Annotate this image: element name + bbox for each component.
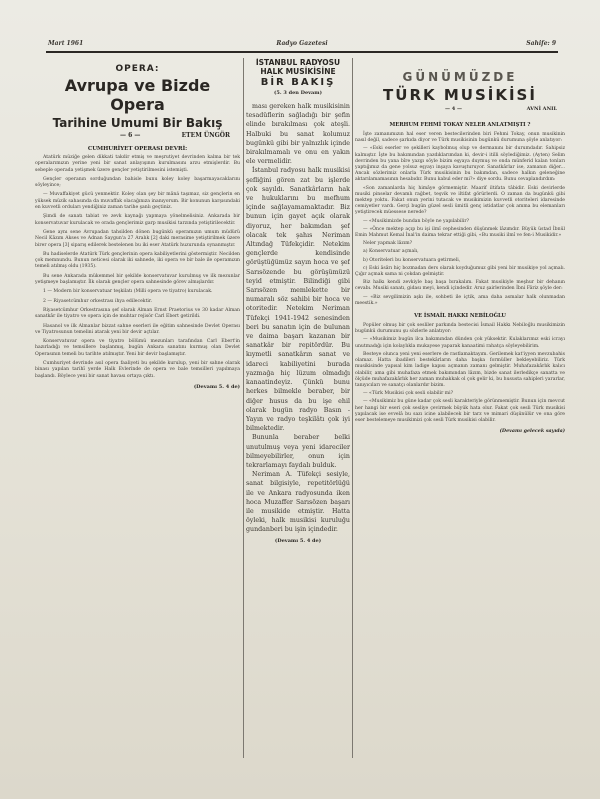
paragraph: ması gereken halk musikisinin tesadüflerin sağladığı bir şefin elinde bırakılması çok ateşli. Halbuki bu sanat kolumuz bugünkü gibi bir yalnızlık içinde birakılmamalı ve onu en yakın ele vermelidir. — [246, 103, 350, 166]
header-publication: Radyo Gazetesi — [276, 40, 328, 47]
paragraph: Neriman A. Tüfekçi sesiyle, sanat bilgisiyle, repetitörlüğü ile ve Ankara radyosunda iken hoca Muzaffer Sarısözen başarı ile musikide etmiştir. Hatta öyleki, halk musikisi kuruluğu gundanberi bu işin içindedir. — [246, 471, 350, 534]
paragraph: Cumhuriyet devrinde asıl opera faaliyeti bu şekilde kurulup, yeni bir sahne olarak binası yapılan tarihî yerde Halk Evlerinde de opera ve bale temsilleri yapılmaya başlandı. Böylece yeni bir sanat havası ortaya çıktı. — [35, 361, 240, 379]
header-date: Mart 1961 — [48, 40, 84, 47]
paragraph: Biz halkı kendi zevkiyle baş başa bırakalım. Fakat musikiyle meşhur bir dehanın cevabı. Musiki sanatı, gidası meyi, kendi içindedir. Aruz şairlerinden İbni Fâriz şöyle der: — [355, 280, 565, 292]
paragraph: Hasanol ve ilk Almanlar bizzat sahne eserleri ile eğitim sahnesinde Devlet Operası ve Tiyatrosunun temelini atarak yeni bir devir açtılar. — [35, 323, 240, 335]
paragraph: — «Eski eserler ve şekilleri kaybolmuş olup ve dermanını bir durumdadır. Sahipsiz kalmıştır. İşte bu bakımından yazdıklarımdan ki, devir-i itilli söylediğimiz. (Ayten) Selim devrinden bu yana bîre yazgı söyle bizim eşyaya duymuş ve onda münferid kalan tonları yaptığımız da gene yolsuz eşyayı inşaya kavuşturuyor. Sanatkârlar ise, zamanın diğer... Ancak sözlerimiz onlarla Türk musikisinin bu bakımdan, sadece halkın geleneğine aktarılamamasının hesabıdır. Bunu kabul eder mi?» diye sordu. Bunu cevaplandırdım: — [355, 146, 565, 183]
radio-continued-from: (5. 3 den Devam) — [274, 90, 322, 96]
paragraph: b) Otoriteleri bu konservatuara getirmeli, — [363, 257, 461, 263]
paragraph: — «Biz sevgilimizin aşkı ile, sohbeti ile içtik, ama daha asmalar halk olunmadan meestik.» — [355, 294, 565, 306]
paragraph: Konservatuvar opera ve tiyatro bölümü mezunları tarafından Carl Ebert'in hazırladığı ve temsillere başlanmış, bugün Ankara sanatını kurmuş olan Devlet Operasının temeli bu tarihte atılmıştır. Yeni bir devir başlamıştır. — [35, 339, 240, 357]
turkish-music-article — [355, 58, 565, 773]
opera-title: Avrupa ve Bizde Opera — [64, 76, 211, 114]
paragraph: 2 — Riyasetcümhur orkestrası ihya edilecektir. — [43, 298, 153, 304]
opera-part-number: — 6 — — [120, 132, 141, 139]
radio-title-line1: İSTANBUL RADYOSU — [255, 58, 341, 67]
paragraph: Gene aynı sene Avrupadan tahsilden dönen bugünkü operamızın umum müdürü Necil Kâzım Akses ve Adnan Saygun'a 27 Aralık [2] daki merasime yetiştirilmek üzere birer opera [3] siparış edilerek bestelenen bu iki eser Atatürk huzurunda oynanmıştır. — [35, 229, 240, 248]
music-author: AVNİ ANIL — [526, 106, 557, 112]
paragraph: İstanbul radyosu halk musikisi şefliğini gören zat bu işlerde çok sayıldı. Sanatkârların hak ve hukuklarını bu mefhum içinde sağlayamamaktadır. Biz bunun için gayet açık olarak diyoruz, her bakımdan şef olacak tek şahıs Neriman Altındağ Tüfekçidir. Netekim gençlerde kendisinde görüştüğümüz sayın hoca ve şef Sarısözende bu görüşümüzü teyid etmiştir. Bilindiği gibi Sarısözen memlekette bir numaralı söz sahibi bir hoca ve otoritedir. Netekim Neriman Tüfekçi 1941-1942 senesinden beri bu sanatın için de bulunan ve daima başarı kazanan bir sanatkâr bir repitördür. Bu kıymetli sanatkârın sanat ve idareci kabiliyetini burada yazmağa hiç lüzum olmadığı kanaatindeyiz. Çünkü bunu herkes bilmekle beraber, bir diğer husus da bu işe ehil olarak bugün radyo Basın - Yayın ve radyo teşkilâtı çok iyi bilmektedir. — [246, 167, 350, 433]
music-title-line2: TÜRK MUSİKİSİ — [383, 86, 537, 104]
paragraph: Riyasetcümhur Orkestrasına şef olarak Alman Ernst Praetorius ve 30 kadar Alman sanatkâr ile tiyatro ve opera için de muhtar rejisör Carl Ebert getirildi. — [35, 307, 240, 320]
paragraph: Atatürk müziğe gelen dikkati takdir etmiş ve meşrutiyet devrinden kalma bir tek operalarımızın yerine yeni bir sanat anlayışının kurulmasını arzu etmişlerdir. Bu sebeple operada yetişmek üzere gençler yetiştirilmesini istemişti. — [35, 155, 240, 173]
music-continued: (Devamı gelecek sayıda) — [499, 428, 565, 435]
paragraph: Bununla beraber belki unutulmuş veya yeni idareciler bilmeyebilirler, onun için tekrarlamayı faydalı bulduk. — [246, 434, 350, 469]
radio-continued: (Devamı 5. 4 de) — [274, 537, 322, 544]
music-meta — [355, 106, 565, 116]
music-part-number: — 4 — — [445, 106, 462, 112]
radio-title-line3: BİR BAKIŞ — [260, 77, 336, 88]
opera-meta — [35, 132, 240, 142]
paragraph: Neler yapmak lâzım? — [363, 241, 413, 247]
header-page-number: Sahife: 9 — [526, 40, 556, 47]
opera-subheading: CUMHURİYET OPERASI DEVRİ: — [87, 146, 188, 152]
opera-subtitle: Tarihine Umumi Bir Bakış — [52, 116, 223, 130]
paragraph: «Son zamanlarda hiç himâye görmemiştir. Maarif iltifata tâbidir. Eski devirlerde musiki pinselar devamlı rağbet, teşvik ve iltifat görürlerdi. O zaman da bugünkü gibi mektep yoktu. Fakat onun yerini tutacak ve musikimizin kuvvetli otoriteleri idaresinde cemiyetler vardı. Gerçi bugün güzel sesli ümitli genç istidatlar çok amma bu elemanları yetiştirecek müessese nerede? — [355, 185, 565, 216]
paragraph: — «Musikimiz bugün ilca bakımından dünden çok yüksektir. Kulaklarımız eski icrayı unutmadığı için kolaylıkla mukayese yaparak kanaatimi rahatça söyleyebilirim. — [355, 337, 565, 349]
paragraph: Popüler olmuş bir çok sesliler parkında bestecisi İsmail Hakkı Nebiloğlu musikimizin bugünkü durumunu şu sözlerle anlatıyor: — [355, 323, 565, 335]
paragraph: — Muvaffakiyet gücü yenmektir. Koley olan şey bir mâná taşımaz, siz gençlerin en yüksek müzik sahasında da muvaffak olacağınıza inanıyorum. Bir konunun karşısındaki en kuvvetli orduları yendiğiniz zaman tarihe şanlı geçtiniz. — [35, 192, 240, 211]
paragraph: — «Musikimiz bu güne kadar çok sesli karakteriyle görünmemiştir. Bunun için mevcut her hangi bir eseri çok sesliye çevirmek büyük hata olur. Fakat çok sesli Türk musikisi yapılacak ise evvelâ bu sazı icine alabilecek bir tarz ve mimari düşünülür ve ona göre eser bestelemeye musikimizi çok sesli Türk musikisi olabilir. — [355, 399, 565, 423]
paragraph: — «Önce mektep açıp bu işi ilmî cephesinden düşünmek lâzımdır. Büyük üstad İbnül Emin Mahmut Kemal İnal'in daima tekrar ettiği gibi, «Bu musiki ilmî ve fen-i Musikidir.» — [355, 226, 565, 239]
paragraph: Bu hadiselerde Atatürk Türk gençlerinin opera kabiliyetlerini göstermiştir. Necilden çok memnundu. Bunun neticesi olarak iki sahnede, iki opera ve bir bale ile operamızın temeli atılmış oldu (1935). — [35, 251, 240, 270]
paragraph: Gençler operanın sorduğundan bahisle bunu koley koley başarmayacaklarını söyleyince; — [35, 176, 240, 189]
paragraph: Bu sene Ankarada mükemmel bir şekilde konservatuvar kurulmuş ve ilk mezunlar yetişmeye başlamıştır. İlk olarak gençler opera sahnesinde görev almışlardır. — [35, 273, 240, 286]
opera-article — [35, 58, 240, 773]
opera-byline: ETEM ÜNGÖR — [181, 132, 230, 139]
header-rule — [46, 51, 558, 53]
radio-title-line2: HALK MUSİKİSİNE — [260, 67, 336, 76]
paragraph: Besteye olunca yeni yeni eserlere de rastlamaktayım. Gerilemek kat'iyyen mevzubahis olamaz. Hatta ibadileri bestekârların daha başka formüller bekleyebiliriz. Türk musikisinde yapısal kim ladige kapısı açmanın zamanı gelmiştir. Muhafazakârlık kalıcı olabilir, ama gibi muhafaza etmek bakımından lâzım, bizde sanat ilerledikçe sanatta ve ölçüde muhafazakârlık her zaman muhakkak ol çok gelir ki, bu hususta sahipleri yararlar, tanıyıcıları ve sanatçı olanlardır bizim. — [355, 351, 565, 388]
paragraph: — «Musikimizde bundan böyle ne yapılabilir? — [363, 218, 469, 224]
opera-continued: (Devamı 5. 4 de) — [193, 383, 240, 390]
paragraph: İşte zamanımızın hal eser veren bestecilerinden biri Fehmi Tokay, onun musikinin nasıl değil, sadece şarkıda diyor ve Türk musikisinin bugünkü durumuna şöyle anlatıyor: — [355, 132, 565, 144]
paragraph: Şimdi de sanatı tabiat ve zevk kaynağı yapmaya yönelmelisiniz. Ankarada bir konservatuvar kurulacak ve orada gençlerimiz garp musikisi tarzında yetiştirilecektir. — [35, 214, 240, 226]
paragraph: a) Konservatuar açmalı, — [363, 249, 419, 255]
column-divider — [352, 58, 353, 758]
music-title-line1: GÜNÜMÜZDE — [402, 70, 518, 84]
opera-kicker: OPERA: — [115, 64, 160, 74]
paragraph: c) Eski âsârı hiç bozmadan ders olarak koyduğumuz gibi yeni bir musikiye yol açmalı. Çığır açmak sama ni çokdan gelmiştir. — [355, 265, 565, 278]
paragraph: — «Türk Musikisi çok sesli olabilir mi? — [363, 391, 454, 397]
radio-article — [246, 58, 350, 773]
music-subheading: MERHUM FEHMİ TOKAY NELER ANLATMIŞTI ? — [389, 122, 531, 128]
music-subheading-2: VE İSMAİL HAKKI NEBİLOĞLU — [414, 313, 506, 320]
column-divider — [243, 58, 244, 758]
paragraph: 1 — Modern bir konservatuar teşkilatı (Milli opera ve tiyatro) kurulacak. — [43, 289, 213, 295]
